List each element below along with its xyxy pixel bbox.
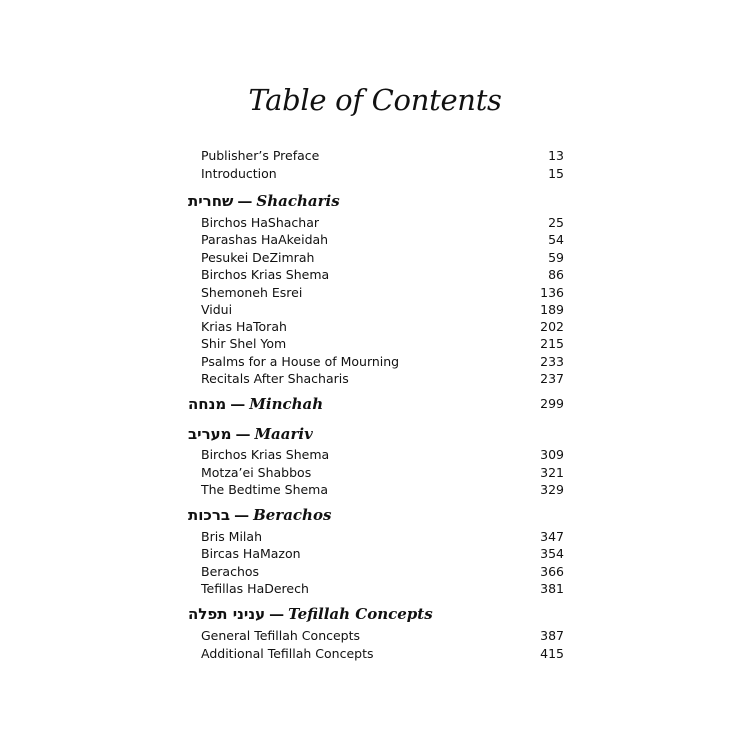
entry-page: 381 — [540, 581, 564, 596]
toc-entry — [201, 231, 564, 249]
toc-entry — [201, 165, 564, 183]
toc-entry — [201, 147, 564, 165]
toc-entry — [201, 370, 564, 388]
entry-page: 415 — [540, 646, 564, 661]
section-heading-berachos — [188, 503, 564, 527]
entry-label: Publisher’s Preface — [201, 148, 320, 163]
entry-page: 59 — [548, 250, 564, 265]
entry-page: 136 — [540, 285, 564, 300]
toc-entry — [201, 464, 564, 482]
toc-entry — [201, 545, 564, 563]
section-hebrew-title: עניני תפלה — [188, 605, 266, 623]
entry-page: 237 — [540, 371, 564, 386]
entry-label: Psalms for a House of Mourning — [201, 354, 400, 369]
section-heading-tefillah-concepts — [188, 602, 564, 626]
section-hebrew-title: מנחה — [188, 395, 227, 413]
section-dash: — — [234, 506, 250, 524]
entry-page: 189 — [540, 302, 564, 317]
entry-page: 215 — [540, 336, 564, 351]
entry-page: 354 — [540, 546, 564, 561]
entry-label: Tefillas HaDerech — [201, 581, 309, 596]
entry-label: Bris Milah — [201, 529, 262, 544]
entry-label: Additional Tefillah Concepts — [201, 646, 374, 661]
toc-entry — [201, 580, 564, 598]
entry-page: 25 — [548, 215, 564, 230]
toc-entry — [201, 301, 564, 319]
section-dash: — — [230, 395, 246, 413]
section-english-title: Shacharis — [256, 192, 340, 210]
section-page: 299 — [540, 396, 564, 411]
entry-label: Introduction — [201, 166, 277, 181]
section-heading-maariv — [188, 422, 564, 446]
section-heading-shacharis — [188, 189, 564, 213]
entry-label: Bircas HaMazon — [201, 546, 301, 561]
entry-label: Birchos Krias Shema — [201, 267, 330, 282]
table-of-contents — [188, 0, 564, 750]
page-title: Table of Contents — [248, 83, 502, 117]
toc-entry — [201, 335, 564, 353]
section-english-title: Berachos — [253, 506, 332, 524]
toc-entry — [201, 318, 564, 336]
entry-page: 347 — [540, 529, 564, 544]
entry-label: Parashas HaAkeidah — [201, 232, 329, 247]
section-english-title: Minchah — [249, 395, 324, 413]
entry-label: Birchos Krias Shema — [201, 447, 330, 462]
section-hebrew-title: מעריב — [188, 425, 232, 443]
entry-label: Pesukei DeZimrah — [201, 250, 315, 265]
toc-entry — [201, 249, 564, 267]
entry-label: General Tefillah Concepts — [201, 628, 361, 643]
section-heading-minchah — [188, 392, 564, 416]
toc-entry — [201, 214, 564, 232]
entry-label: The Bedtime Shema — [201, 482, 329, 497]
toc-entry — [201, 353, 564, 371]
section-dash: — — [235, 425, 251, 443]
entry-label: Vidui — [201, 302, 233, 317]
section-hebrew-title: ברכות — [188, 506, 231, 524]
toc-entry — [201, 481, 564, 499]
entry-page: 329 — [540, 482, 564, 497]
entry-page: 15 — [548, 166, 564, 181]
toc-entry — [201, 627, 564, 645]
entry-page: 54 — [548, 232, 564, 247]
toc-entry — [201, 528, 564, 546]
toc-entry — [201, 563, 564, 581]
section-dash: — — [237, 192, 253, 210]
section-hebrew-title: שחרית — [188, 192, 234, 210]
toc-entry — [201, 645, 564, 663]
section-english-title: Maariv — [254, 425, 313, 443]
entry-page: 309 — [540, 447, 564, 462]
entry-label: Shemoneh Esrei — [201, 285, 303, 300]
toc-entry — [201, 266, 564, 284]
entry-label: Krias HaTorah — [201, 319, 287, 334]
entry-page: 321 — [540, 465, 564, 480]
entry-label: Birchos HaShachar — [201, 215, 320, 230]
entry-page: 13 — [548, 148, 564, 163]
entry-page: 366 — [540, 564, 564, 579]
toc-entry — [201, 284, 564, 302]
entry-page: 233 — [540, 354, 564, 369]
section-english-title: Tefillah Concepts — [288, 605, 433, 623]
entry-page: 86 — [548, 267, 564, 282]
toc-entry — [201, 446, 564, 464]
entry-label: Motza’ei Shabbos — [201, 465, 312, 480]
section-dash: — — [269, 605, 285, 623]
entry-label: Recitals After Shacharis — [201, 371, 349, 386]
entry-page: 387 — [540, 628, 564, 643]
entry-page: 202 — [540, 319, 564, 334]
entry-label: Shir Shel Yom — [201, 336, 287, 351]
entry-label: Berachos — [201, 564, 260, 579]
